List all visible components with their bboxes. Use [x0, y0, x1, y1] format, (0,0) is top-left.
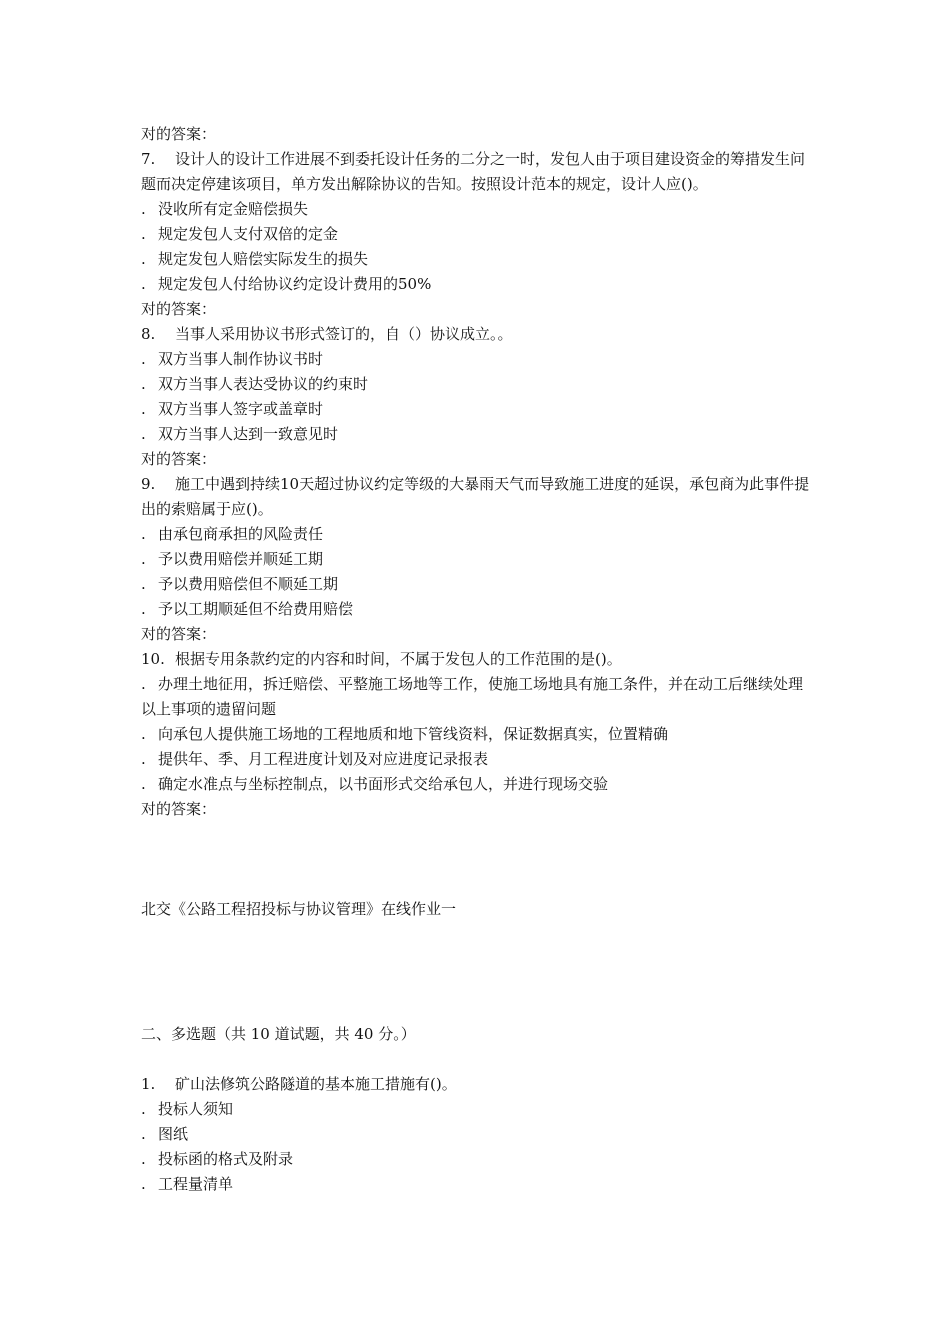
- option-text: 由承包商承担的风险责任: [158, 525, 324, 543]
- spacer: [141, 822, 816, 897]
- option-dot: .: [141, 1150, 146, 1168]
- answer-label: 对的答案：: [141, 125, 217, 143]
- option-dot: .: [141, 425, 146, 443]
- option-dot: .: [141, 200, 146, 218]
- option: [141, 772, 816, 797]
- question-text: 当事人采用协议书形式签订的，自（）协议成立。。: [175, 325, 513, 343]
- option-text: 投标人须知: [158, 1100, 234, 1118]
- option: [141, 372, 816, 397]
- option-dot: .: [141, 600, 146, 618]
- option-dot: .: [141, 750, 146, 768]
- option-text: 工程量清单: [158, 1175, 234, 1193]
- option-text: 规定发包人赔偿实际发生的损失: [158, 250, 369, 268]
- option-text: 予以费用赔偿但不顺延工期: [158, 575, 339, 593]
- option-dot: .: [141, 725, 146, 743]
- spacer: [141, 922, 816, 1022]
- option-text: 办理土地征用，拆迁赔偿、平整施工场地等工作，使施工场地具有施工条件，并在动工后继续处理以上事项的遗留问题: [141, 675, 804, 718]
- option: [141, 722, 816, 747]
- option-dot: .: [141, 225, 146, 243]
- option: [141, 672, 816, 722]
- option: [141, 397, 816, 422]
- answer-label: 对的答案：: [141, 300, 217, 318]
- option: [141, 1097, 816, 1122]
- question-number: 8.: [141, 325, 156, 343]
- option: [141, 1147, 816, 1172]
- option-text: 规定发包人付给协议约定设计费用的50%: [158, 275, 432, 293]
- question-9: [141, 472, 816, 522]
- option-dot: .: [141, 375, 146, 393]
- option-text: 规定发包人支付双倍的定金: [158, 225, 339, 243]
- question-number: 1.: [141, 1075, 156, 1093]
- option: [141, 547, 816, 572]
- option-dot: .: [141, 1100, 146, 1118]
- option-text: 确定水准点与坐标控制点，以书面形式交给承包人，并进行现场交验: [158, 775, 609, 793]
- option-dot: .: [141, 775, 146, 793]
- option-text: 双方当事人签字或盖章时: [158, 400, 324, 418]
- option-dot: .: [141, 550, 146, 568]
- option-text: 提供年、季、月工程进度计划及对应进度记录报表: [158, 750, 489, 768]
- course-title: 北交《公路工程招投标与协议管理》在线作业一: [141, 900, 457, 918]
- option-dot: .: [141, 575, 146, 593]
- document-content: [141, 122, 816, 1197]
- option-dot: .: [141, 525, 146, 543]
- question-7: [141, 147, 816, 197]
- section-heading: 二、多选题（共 10 道试题，共 40 分。）: [141, 1025, 416, 1043]
- option: [141, 272, 816, 297]
- option-text: 双方当事人制作协议书时: [158, 350, 324, 368]
- question-10: [141, 647, 816, 672]
- option: [141, 222, 816, 247]
- option-dot: .: [141, 1125, 146, 1143]
- option: [141, 747, 816, 772]
- option: [141, 597, 816, 622]
- question-text: 施工中遇到持续10天超过协议约定等级的大暴雨天气而导致施工进度的延误，承包商为此事件提出的索赔属于应()。: [141, 475, 810, 518]
- question-text: 根据专用条款约定的内容和时间，不属于发包人的工作范围的是()。: [175, 650, 622, 668]
- answer-label: 对的答案：: [141, 800, 217, 818]
- option-text: 予以工期顺延但不给费用赔偿: [158, 600, 354, 618]
- question-text: 设计人的设计工作进展不到委托设计任务的二分之一时，发包人由于项目建设资金的筹措发生问题而决定停建该项目，单方发出解除协议的告知。按照设计范本的规定，设计人应()。: [141, 150, 806, 193]
- option-text: 双方当事人表达受协议的约束时: [158, 375, 369, 393]
- spacer: [141, 1047, 816, 1072]
- question-8: [141, 322, 816, 347]
- option-text: 投标函的格式及附录: [158, 1150, 294, 1168]
- option: [141, 197, 816, 222]
- option-dot: .: [141, 675, 146, 693]
- option-dot: .: [141, 275, 146, 293]
- answer-label: 对的答案：: [141, 450, 217, 468]
- option-text: 双方当事人达到一致意见时: [158, 425, 339, 443]
- answer-label: 对的答案：: [141, 625, 217, 643]
- option: [141, 1172, 816, 1197]
- option-text: 图纸: [158, 1125, 189, 1143]
- question-text: 矿山法修筑公路隧道的基本施工措施有()。: [175, 1075, 457, 1093]
- question-1: [141, 1072, 816, 1097]
- option: [141, 347, 816, 372]
- option-dot: .: [141, 1175, 146, 1193]
- option-text: 向承包人提供施工场地的工程地质和地下管线资料，保证数据真实，位置精确: [158, 725, 669, 743]
- option: [141, 422, 816, 447]
- option-dot: .: [141, 350, 146, 368]
- option-text: 予以费用赔偿并顺延工期: [158, 550, 324, 568]
- option-text: 没收所有定金赔偿损失: [158, 200, 309, 218]
- option: [141, 522, 816, 547]
- question-number: 9.: [141, 475, 156, 493]
- option-dot: .: [141, 400, 146, 418]
- option: [141, 572, 816, 597]
- option: [141, 247, 816, 272]
- option-dot: .: [141, 250, 146, 268]
- question-number: 10.: [141, 650, 165, 668]
- option: [141, 1122, 816, 1147]
- question-number: 7.: [141, 150, 156, 168]
